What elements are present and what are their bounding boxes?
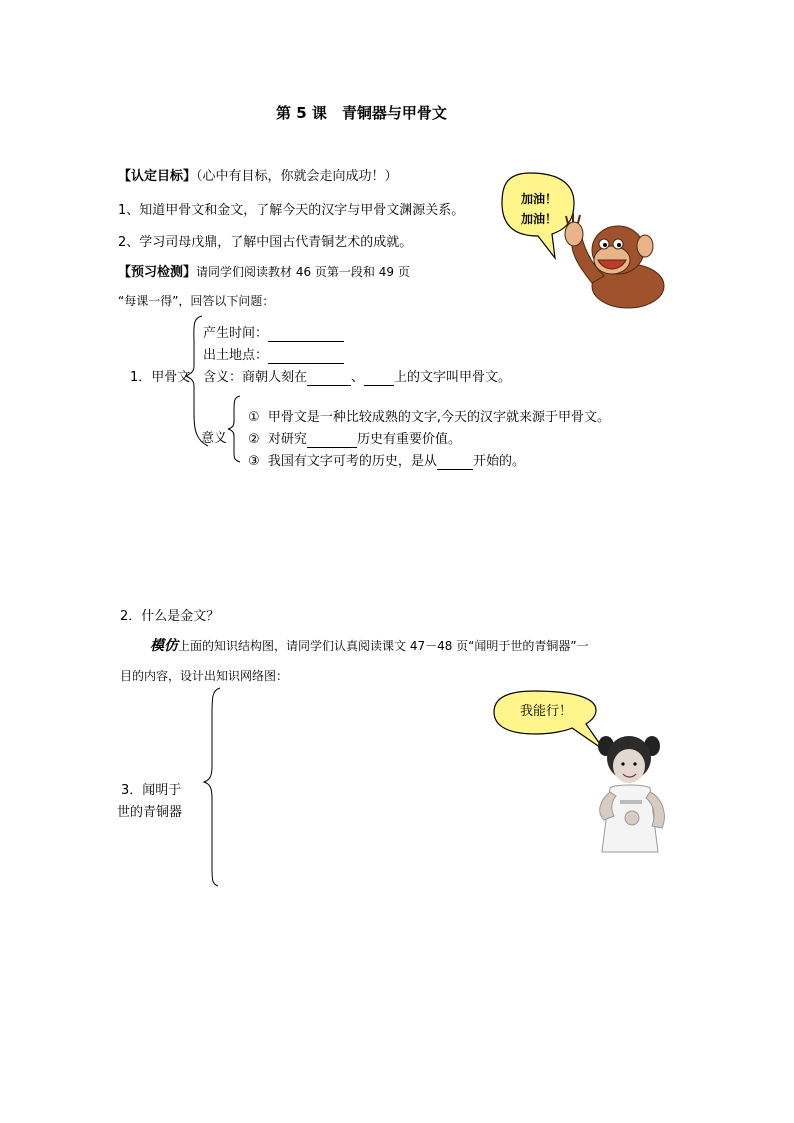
q1-sig-1-num: ① <box>248 410 260 425</box>
q1-place-row <box>203 344 344 364</box>
q1-meaning-blank-2[interactable] <box>364 370 394 386</box>
preview-text: 请同学们阅读教材 46 页第一段和 49 页 <box>196 265 410 279</box>
q1-time-row <box>203 322 344 342</box>
imitate-text: 上面的知识结构图，请同学们认真阅读课文 47－48 页“闻明于世的青铜器”一 <box>178 639 589 653</box>
goals-note: （心中有目标，你就会走向成功！） <box>196 169 398 184</box>
significance-brace <box>228 394 248 464</box>
q1-time-blank[interactable] <box>268 326 344 342</box>
q1-meaning-blank-1[interactable] <box>307 370 351 386</box>
preview-heading: 【预习检测】 <box>118 265 197 280</box>
q1-meaning-row <box>203 366 511 386</box>
q1-sig-3-suffix: 开始的。 <box>472 454 525 469</box>
q1-sig-2 <box>248 428 461 448</box>
q1-sig-2-suffix: 历史有重要价值。 <box>356 432 461 447</box>
q1-sig-3 <box>248 450 525 470</box>
q1-sig-2-prefix: 对研究 <box>267 432 307 447</box>
goal-item-1: 1、知道甲骨文和金文，了解今天的汉字与甲骨文渊源关系。 <box>118 203 465 218</box>
goals-heading: 【认定目标】 <box>118 169 197 184</box>
q1-sig-3-blank[interactable] <box>437 454 473 470</box>
monkey-bubble-line2: 加油！ <box>520 212 557 226</box>
q3-label-line1: 3．闻明于 <box>121 783 182 798</box>
q1-sig-1 <box>248 406 610 425</box>
page-title: 第 5 课 青铜器与甲骨文 <box>276 104 447 122</box>
q3-label-line2: 世的青铜器 <box>117 805 183 820</box>
goal-item-2: 2、学习司母戊鼎，了解中国古代青铜艺术的成就。 <box>118 235 413 250</box>
q2-label: 2．什么是金文？ <box>120 609 220 624</box>
q1-meaning-prefix: 含义：商朝人刻在 <box>203 370 308 385</box>
imitate-lead: 模仿 <box>150 638 178 654</box>
q1-significance-label: 意义 <box>201 431 228 446</box>
imitate-text-2: 目的内容，设计出知识网络图： <box>120 669 289 683</box>
q3-brace <box>202 686 226 890</box>
q1-sig-1-text: 甲骨文是一种比较成熟的文字,今天的汉字就来源于甲骨文。 <box>267 410 611 425</box>
q1-sig-3-prefix: 我国有文字可考的历史，是从 <box>267 454 437 469</box>
q1-place-label: 出土地点： <box>203 348 269 363</box>
q1-time-label: 产生时间： <box>203 326 269 341</box>
monkey-bubble-line1: 加油！ <box>520 192 557 206</box>
q1-sig-3-num: ③ <box>248 454 260 469</box>
q1-sig-2-num: ② <box>248 432 260 447</box>
q1-meaning-suffix: 上的文字叫甲骨文。 <box>394 370 512 385</box>
imitate-line <box>150 635 589 655</box>
preview-line <box>118 261 410 280</box>
q1-sig-2-blank[interactable] <box>307 432 357 448</box>
goals-heading-line <box>118 165 398 184</box>
girl-bubble-text: 我能行！ <box>519 704 572 719</box>
preview-text-2: “每课一得”，回答以下问题： <box>118 294 275 308</box>
q1-meaning-sep: 、 <box>351 370 365 385</box>
q1-place-blank[interactable] <box>268 348 344 364</box>
q1-label: 1．甲骨文 <box>130 370 191 385</box>
